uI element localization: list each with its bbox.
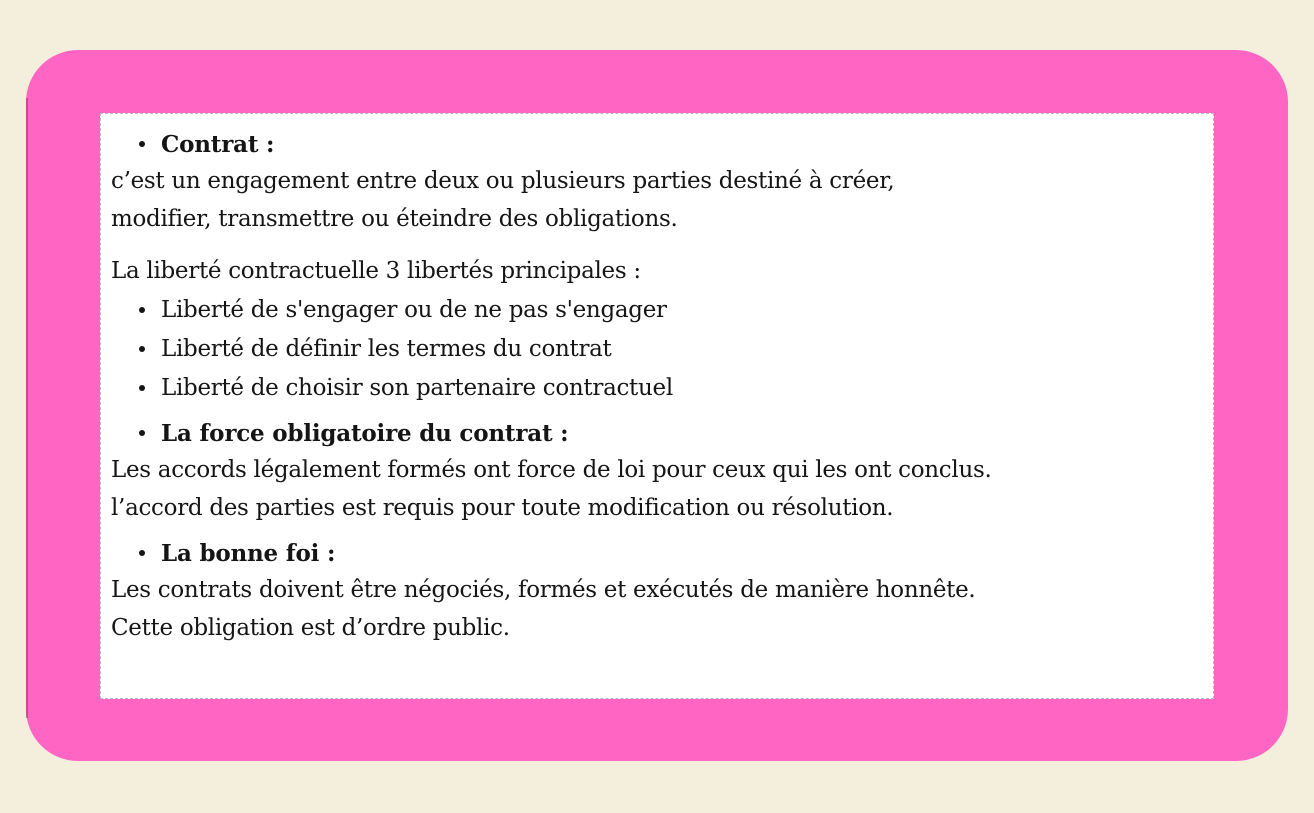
- list-item: [111, 290, 1203, 329]
- list-item: [111, 329, 1203, 368]
- bonne-foi-heading-row: [111, 535, 1203, 571]
- force-line-1: Les accords légalement formés ont force de loi pour ceux qui les ont conclus.: [111, 457, 992, 483]
- bullet-icon: [139, 141, 145, 147]
- force-heading: La force obligatoire du contrat :: [161, 419, 569, 447]
- liberte-intro: La liberté contractuelle 3 libertés principales :: [111, 258, 641, 284]
- content-panel: [100, 113, 1214, 699]
- bonne-foi-line-1: Les contrats doivent être négociés, formés et exécutés de manière honnête.: [111, 577, 976, 603]
- contrat-heading-row: [111, 126, 1203, 162]
- force-heading-row: [111, 415, 1203, 451]
- bullet-icon: [139, 307, 145, 313]
- pink-card: [26, 50, 1288, 761]
- card-edge-line: [26, 98, 28, 718]
- list-item-text: Liberté de s'engager ou de ne pas s'engager: [161, 296, 667, 323]
- force-line-2: l’accord des parties est requis pour toute modification ou résolution.: [111, 495, 894, 521]
- contrat-definition-line-2: modifier, transmettre ou éteindre des obligations.: [111, 206, 678, 232]
- bullet-icon: [139, 550, 145, 556]
- liberte-list: [111, 290, 1203, 407]
- bonne-foi-line-2: Cette obligation est d’ordre public.: [111, 615, 510, 641]
- contrat-heading: Contrat :: [161, 130, 275, 158]
- list-item: [111, 368, 1203, 407]
- bullet-icon: [139, 346, 145, 352]
- bullet-icon: [139, 430, 145, 436]
- bullet-icon: [139, 385, 145, 391]
- contrat-definition-line-1: c’est un engagement entre deux ou plusieurs parties destiné à créer,: [111, 168, 895, 194]
- list-item-text: Liberté de définir les termes du contrat: [161, 335, 612, 362]
- list-item-text: Liberté de choisir son partenaire contractuel: [161, 374, 673, 401]
- bonne-foi-heading: La bonne foi :: [161, 539, 336, 567]
